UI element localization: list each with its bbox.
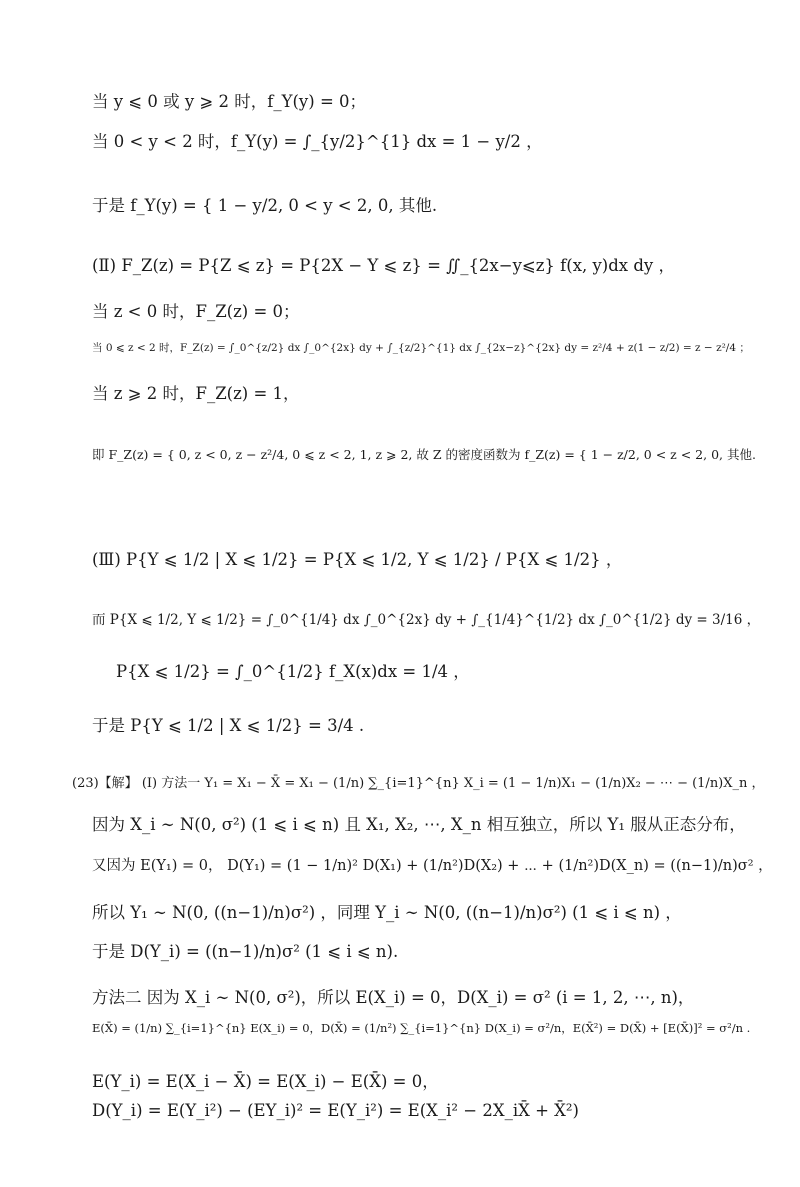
- text-line: 而 P{X ⩽ 1/2, Y ⩽ 1/2} = ∫_0^{1/4} dx ∫_0^{2x} dy + ∫_{1/4}^{1/2} dx ∫_0^{1/2} dy = 3/16 ，: [92, 612, 761, 628]
- text-line: 当 y ⩽ 0 或 y ⩾ 2 时，f_Y(y) = 0；: [92, 92, 367, 111]
- text-line: (Ⅲ) P{Y ⩽ 1/2 | X ⩽ 1/2} = P{X ⩽ 1/2, Y ⩽ 1/2} / P{X ⩽ 1/2} ，: [92, 550, 623, 569]
- text-line: E(Y_i) = E(X_i − X̄) = E(X_i) − E(X̄) = 0，: [92, 1072, 439, 1091]
- text-line: E(X̄) = (1/n) ∑_{i=1}^{n} E(X_i) = 0，D(X̄) = (1/n²) ∑_{i=1}^{n} D(X_i) = σ²/n，E(X̄²) = D(X̄) + [E(X̄)]² = σ²/n .: [92, 1021, 751, 1035]
- method-two-line: 方法二 因为 X_i ∼ N(0, σ²)，所以 E(X_i) = 0，D(X_i) = σ² (i = 1, 2, ⋯, n)，: [92, 988, 695, 1007]
- text-line: 当 z ⩾ 2 时，F_Z(z) = 1，: [92, 384, 300, 403]
- text-line: 于是 D(Y_i) = ((n−1)/n)σ² (1 ⩽ i ⩽ n).: [92, 942, 399, 961]
- problem-23-heading-line: (23)【解】 (Ⅰ) 方法一 Y₁ = X₁ − X̄ = X₁ − (1/n) ∑_{i=1}^{n} X_i = (1 − 1/n)X₁ − (1/n)X₂ − ⋯ − (1/n)X_n ，: [72, 776, 765, 791]
- text-line: 所以 Y₁ ∼ N(0, ((n−1)/n)σ²) ，同理 Y_i ∼ N(0, ((n−1)/n)σ²) (1 ⩽ i ⩽ n) ，: [92, 903, 682, 922]
- text-line: 当 0 < y < 2 时，f_Y(y) = ∫_{y/2}^{1} dx = 1 − y/2 ，: [92, 132, 543, 151]
- text-line: 当 z < 0 时，F_Z(z) = 0；: [92, 302, 300, 321]
- text-line: 因为 X_i ∼ N(0, σ²) (1 ⩽ i ⩽ n) 且 X₁, X₂, ⋯, X_n 相互独立，所以 Y₁ 服从正态分布，: [92, 815, 746, 834]
- text-line: 当 0 ⩽ z < 2 时，F_Z(z) = ∫_0^{z/2} dx ∫_0^{2x} dy + ∫_{z/2}^{1} dx ∫_{2x−z}^{2x} dy = z²/4 + z(1 − z/2) = z − z²/4 ；: [92, 342, 750, 354]
- text-line: 于是 P{Y ⩽ 1/2 | X ⩽ 1/2} = 3/4 .: [92, 716, 365, 735]
- text-line: 于是 f_Y(y) = { 1 − y/2, 0 < y < 2, 0, 其他.: [92, 196, 438, 215]
- text-line: 即 F_Z(z) = { 0, z < 0, z − z²/4, 0 ⩽ z < 2, 1, z ⩾ 2, 故 Z 的密度函数为 f_Z(z) = { 1 − z/2, 0 < z < 2, 0, 其他.: [92, 447, 756, 462]
- text-line: (Ⅱ) F_Z(z) = P{Z ⩽ z} = P{2X − Y ⩽ z} = ∬_{2x−y⩽z} f(x, y)dx dy ，: [92, 256, 675, 275]
- text-line: D(Y_i) = E(Y_i²) − (EY_i)² = E(Y_i²) = E(X_i² − 2X_iX̄ + X̄²): [92, 1101, 579, 1120]
- text-line: 又因为 E(Y₁) = 0， D(Y₁) = (1 − 1/n)² D(X₁) + (1/n²)D(X₂) + ⋯ + (1/n²)D(X_n) = ((n−1)/n)σ² ，: [92, 858, 773, 874]
- text-line: P{X ⩽ 1/2} = ∫_0^{1/2} f_X(x)dx = 1/4 ，: [116, 662, 470, 681]
